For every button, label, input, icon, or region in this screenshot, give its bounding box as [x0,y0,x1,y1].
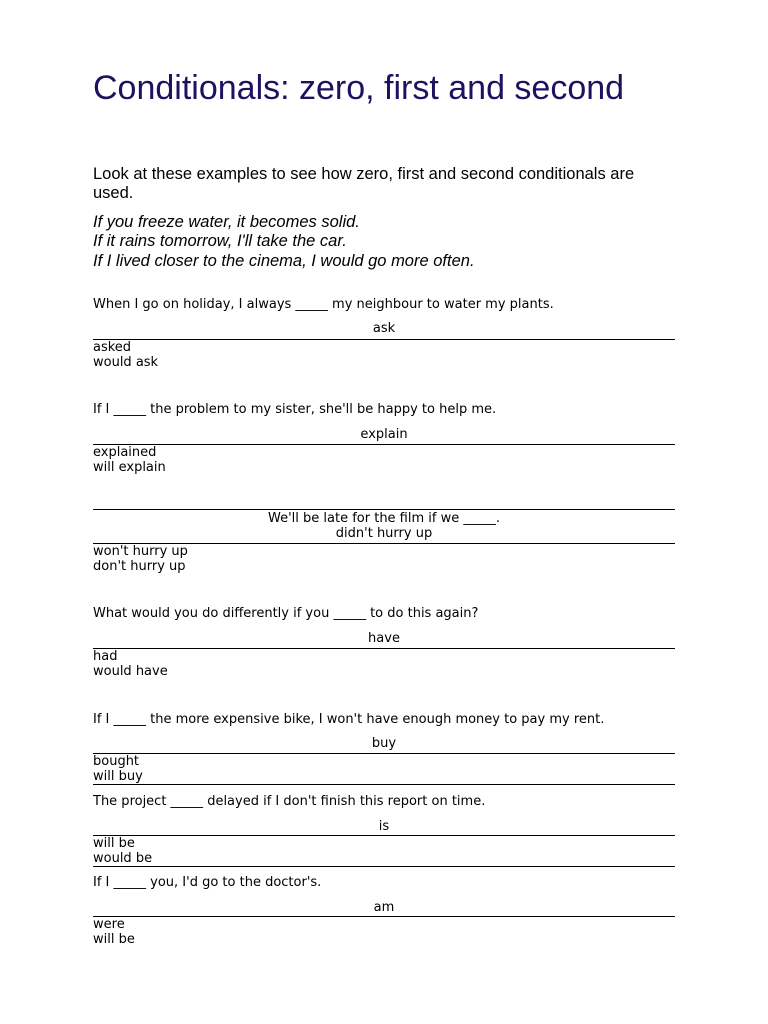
answer-option[interactable]: don't hurry up [93,559,186,574]
question-prompt: When I go on holiday, I always _____ my neighbour to water my plants. [93,297,554,312]
answer-default[interactable]: didn't hurry up [335,526,433,541]
question-prompt: If I _____ you, I'd go to the doctor's. [93,875,322,890]
answer-option[interactable]: will be [93,932,135,947]
question-prompt: We'll be late for the film if we _____. [268,511,500,526]
question-prompt: If I _____ the problem to my sister, she'll be happy to help me. [93,402,497,417]
answer-option[interactable]: will be [93,836,135,851]
answer-option[interactable]: will explain [93,460,166,475]
question-1 [93,297,675,370]
answer-default[interactable]: explain [360,427,408,442]
answer-option[interactable]: asked [93,340,132,355]
question-4 [93,606,675,679]
answer-option[interactable]: would ask [93,355,159,370]
answer-default[interactable]: buy [371,736,397,751]
question-6 [93,794,675,867]
answer-default[interactable]: am [373,900,395,915]
question-7 [93,875,675,947]
example-first: If it rains tomorrow, I'll take the car. [93,232,347,251]
divider [93,784,675,785]
divider [93,866,675,867]
examples-block [93,213,475,271]
question-3 [93,509,675,574]
answer-option[interactable]: explained [93,445,157,460]
example-zero: If you freeze water, it becomes solid. [93,213,360,231]
answer-default[interactable]: is [378,819,390,834]
answer-option[interactable]: won't hurry up [93,544,188,559]
answer-option[interactable]: had [93,649,118,664]
question-prompt: What would you do differently if you _____ to do this again? [93,606,479,621]
question-5 [93,712,675,785]
answer-option[interactable]: bought [93,754,140,769]
intro-text: Look at these examples to see how zero, first and second conditionals are used. [93,165,635,202]
answer-option[interactable]: will buy [93,769,143,784]
example-second: If I lived closer to the cinema, I would go more often. [93,251,475,270]
page-title: Conditionals: zero, first and second [93,69,625,107]
answer-default[interactable]: have [368,631,400,646]
answer-default[interactable]: ask [372,321,396,336]
question-2 [93,402,675,475]
divider [93,509,675,510]
question-prompt: The project _____ delayed if I don't finish this report on time. [93,794,486,809]
answer-option[interactable]: would have [93,664,168,679]
answer-option[interactable]: were [93,917,125,932]
answer-option[interactable]: would be [93,851,153,866]
question-prompt: If I _____ the more expensive bike, I won't have enough money to pay my rent. [93,712,605,727]
